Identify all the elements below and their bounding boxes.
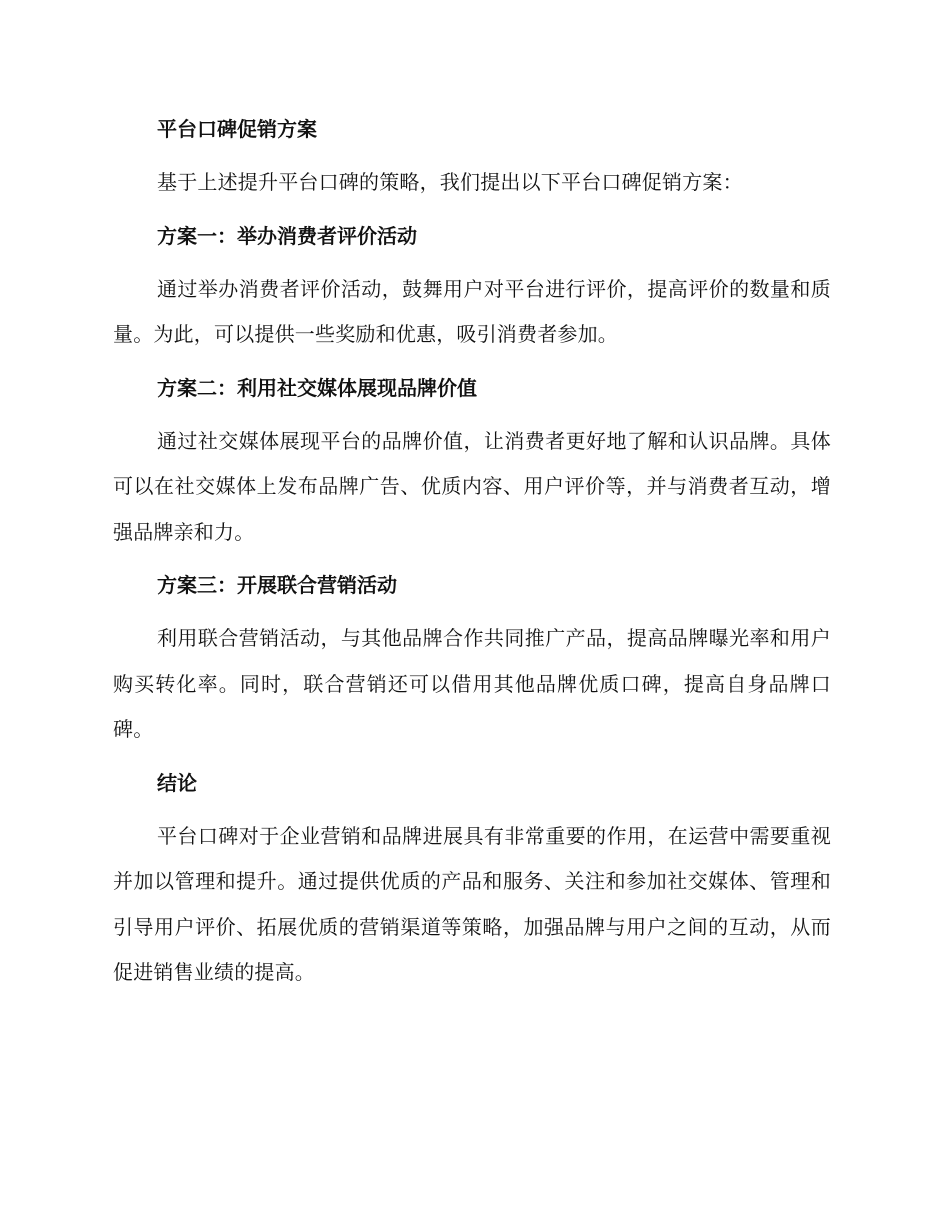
- intro-paragraph: 基于上述提升平台口碑的策略，我们提出以下平台口碑促销方案：: [157, 170, 743, 194]
- conclusion-body: 平台口碑对于企业营销和品牌进展具有非常重要的作用，在运营中需要重视并加以管理和提升。通过提供优质的产品和服务、关注和参加社交媒体、管理和引导用户评价、拓展优质的营销渠道等策略，加强品牌与用户之间的互动，从而促进销售业绩的提高。: [113, 823, 831, 984]
- section-1-heading: 方案一：举办消费者评价活动: [157, 223, 417, 248]
- document-title: 平台口碑促销方案: [157, 117, 317, 141]
- conclusion-heading: 结论: [157, 770, 197, 795]
- section-3-heading: 方案三：开展联合营销活动: [157, 573, 397, 597]
- document-content: [113, 112, 831, 996]
- section-2-heading: 方案二：利用社交媒体展现品牌价值: [157, 375, 477, 400]
- section-3-body: 利用联合营销活动，与其他品牌合作共同推广产品，提高品牌曝光率和用户购买转化率。同时，联合营销还可以借用其他品牌优质口碑，提高自身品牌口碑。: [113, 626, 831, 741]
- section-2-body: 通过社交媒体展现平台的品牌价值，让消费者更好地了解和认识品牌。具体可以在社交媒体上发布品牌广告、优质内容、用户评价等，并与消费者互动，增强品牌亲和力。: [113, 428, 831, 544]
- section-1-body: 通过举办消费者评价活动，鼓舞用户对平台进行评价，提高评价的数量和质量。为此，可以提供一些奖励和优惠，吸引消费者参加。: [113, 276, 831, 346]
